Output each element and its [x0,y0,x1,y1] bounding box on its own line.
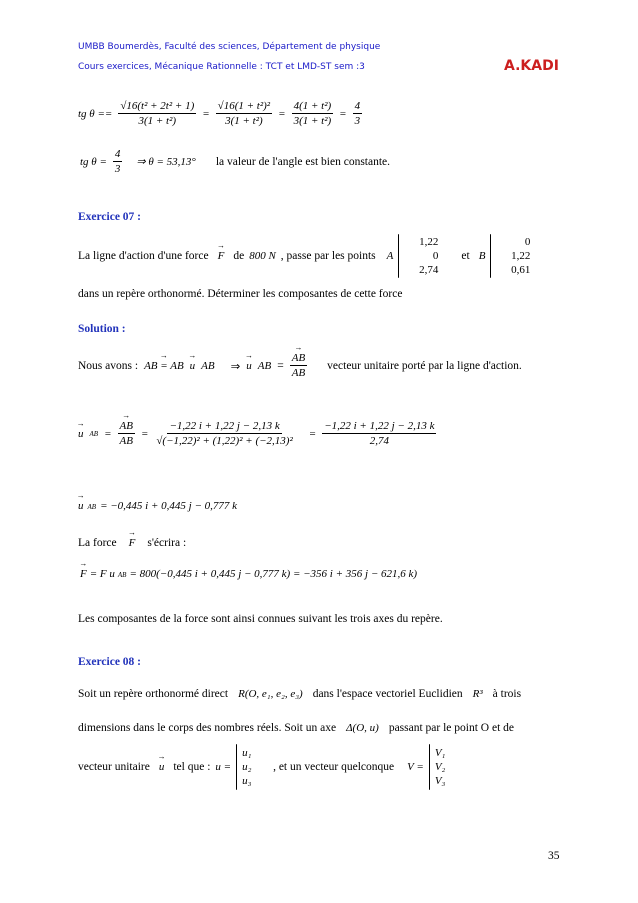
eq1-frac3-num: 4(1 + t²) [293,100,332,112]
u-component-2: u₂ [242,761,252,773]
eq1-frac4-num: 4 [354,100,361,112]
point-a-label: A [386,250,394,262]
u-components [242,746,268,788]
eq1-frac3-den: 3(1 + t²) [293,115,332,127]
point-a-brace [398,234,399,278]
eq1-lhs: tg θ == [78,107,113,120]
unit-vector-computation: → u AB = → $\frac{AB}{AB}$ = $\frac{-1,22 i + 1,22 j - 2,13 k}{\text{√(−1,22)² + (1,22)² + (−2,13)²}}$ = $\frac{-1,22 i + 1,22 j - 2,13 k}{2,74}$ [78,420,436,447]
eq1-frac2-den: 3(1 + t²) [225,115,263,127]
ex08-u-eq: u = [215,761,232,773]
ex08-l3-a: vecteur unitaire [78,761,150,773]
point-b-x: 0 [524,236,531,248]
solution-title: Solution : [78,323,126,335]
ex08-space: R³ [472,688,483,700]
exercise-07-title: Exercice 07 : [78,211,142,223]
ex08-line3 [78,744,461,790]
ex08-frame: R(O, e₁, e₂, e₃) [238,688,303,700]
eq1-frac4-den: 3 [354,115,361,127]
result-u-value: = −0,445 i + 0,445 j − 0,777 k [100,500,237,512]
point-b-label: B [478,250,486,262]
force-expr-tail: = 800(−0,445 i + 0,445 j − 0,777 k) = −356 i + 356 j − 621,6 k) [129,568,418,580]
ex07-text-c: , passe par les points [280,250,376,262]
equation-tan-theta: tg θ == $\frac{\text{√16(t² + 2t² + 1)}}{\text{3(1 + t²)}}$ = $\frac{\text{√16(1 + t²)²}}{\text{3(1 + t²)}}$ = $\frac{\text{4(1 + t²)}}{\text{3(1 + t²)}}$ = $\frac{4}{3}$ [78,100,361,127]
solution-intro: Nous avons : [78,359,139,372]
unit-vector-result [78,500,237,512]
force-intro-text: La force [78,537,117,549]
eq1-frac2-num: √16(1 + t²)² [217,100,271,112]
eq2-num: 4 [114,148,121,160]
ex08-l3-c: , et un vecteur quelconque [273,761,395,773]
calc-frac3-num: −1,22 i + 1,22 j − 2,13 k [324,420,435,432]
force-intro [78,537,186,549]
point-b-z: 0,61 [511,264,531,276]
v-component-2: V₂ [434,761,446,773]
result-u-sub: AB [87,503,97,511]
v-component-1: V₁ [434,747,446,759]
ex08-line1 [78,688,521,700]
point-a-y: 0 [432,250,439,262]
u-component-3: u₃ [242,775,252,787]
point-a-x: 1,22 [419,236,439,248]
sol-u-symbol: → u [190,360,196,372]
header-institution: UMBB Boumerdès, Faculté des sciences, Département de physique [78,42,381,52]
ex08-l3-b: tel que : [173,761,211,773]
sol-frac-num: → AB [290,352,307,366]
eq1-frac1-num: √16(t² + 2t² + 1) [120,100,195,112]
ex08-v-eq: V = [407,761,424,773]
v-component-3: V₃ [434,775,446,787]
equation-angle-value [80,148,390,175]
calc-frac2-den: √(−1,22)² + (1,22)² + (−2,13)² [156,435,293,447]
ex07-text-b: de [233,250,245,262]
ex08-line2 [78,722,514,734]
point-a-z: 2,74 [419,264,439,276]
ex08-l1-b: dans l'espace vectoriel Euclidien [312,688,463,700]
force-expr-sub: AB [117,571,127,579]
force-intro-tail: s'écrira : [147,537,187,549]
page-number: 35 [548,850,560,862]
sol-implication: ⇒ [230,360,241,373]
point-b-y: 1,22 [511,250,531,262]
result-u-symbol: → u [78,500,84,512]
solution-conclusion: Les composantes de la force sont ainsi connues suivant les trois axes du repère. [78,613,443,625]
force-expression [80,568,417,580]
calc-frac1-num: → AB [118,420,135,434]
sol-u-sub-2: AB [257,359,272,372]
eq1-frac1-den: 3(1 + t²) [138,115,177,127]
point-b-brace [490,234,491,278]
calc-frac1-den: AB [119,435,133,447]
ex07-text-line2: dans un repère orthonormé. Déterminer les composantes de cette force [78,288,403,300]
header-course: Cours exercices, Mécanique Rationnelle : TCT et LMD-ST sem :3 [78,62,365,72]
ex08-l1-c: à trois [492,688,522,700]
calc-u-symbol: → u [78,428,84,440]
ex08-l2-a: dimensions dans le corps des nombres réels. Soit un axe [78,722,337,734]
ex08-l1-a: Soit un repère orthonormé direct [78,688,229,700]
force-expr-symbol: → F [80,568,87,580]
force-intro-symbol: → F [129,537,136,549]
point-b-coordinates [496,235,530,277]
sol-u-sub: AB [201,359,215,372]
v-brace [429,744,430,790]
ex08-axis: Δ(O, u) [346,722,379,734]
sol-u-symbol-2: → u [246,360,252,372]
v-components [435,746,461,788]
force-vector-symbol: → F [218,250,225,262]
ex07-and: et [461,250,470,262]
u-component-1: u₁ [242,747,252,759]
exercise-08-title: Exercice 08 : [78,656,142,668]
calc-frac2-num: −1,22 i + 1,22 j − 2,13 k [169,420,280,432]
sol-eq-a: → AB = AB [144,360,184,372]
eq2-lhs: tg θ = [80,155,107,168]
sol-frac-den: AB [291,367,306,379]
ex08-u-symbol: → u [159,761,165,773]
force-expr-eq: = F u [89,568,115,580]
header-author: A.KADI [504,58,559,74]
ex08-l2-b: passant par le point O et de [388,722,514,734]
calc-frac3-den: 2,74 [369,435,389,447]
point-a-coordinates [404,235,438,277]
ex07-text-a: La ligne d'action d'une force [78,250,209,262]
sol-comment: vecteur unitaire porté par la ligne d'action. [327,359,522,372]
u-brace [236,744,237,790]
solution-unit-vector-definition: Nous avons : → AB = AB → u AB ⇒ → u AB = → $\frac{AB}{AB}$ vecteur unitaire porté par la ligne d'action. [78,352,522,379]
exercise-07-statement [78,234,530,278]
eq2-den: 3 [114,163,121,175]
calc-u-sub: AB [89,429,99,438]
eq2-comment: la valeur de l'angle est bien constante. [215,155,391,168]
force-magnitude: 800 N [249,250,276,262]
eq2-implication: ⇒ θ = 53,13° [136,156,196,168]
